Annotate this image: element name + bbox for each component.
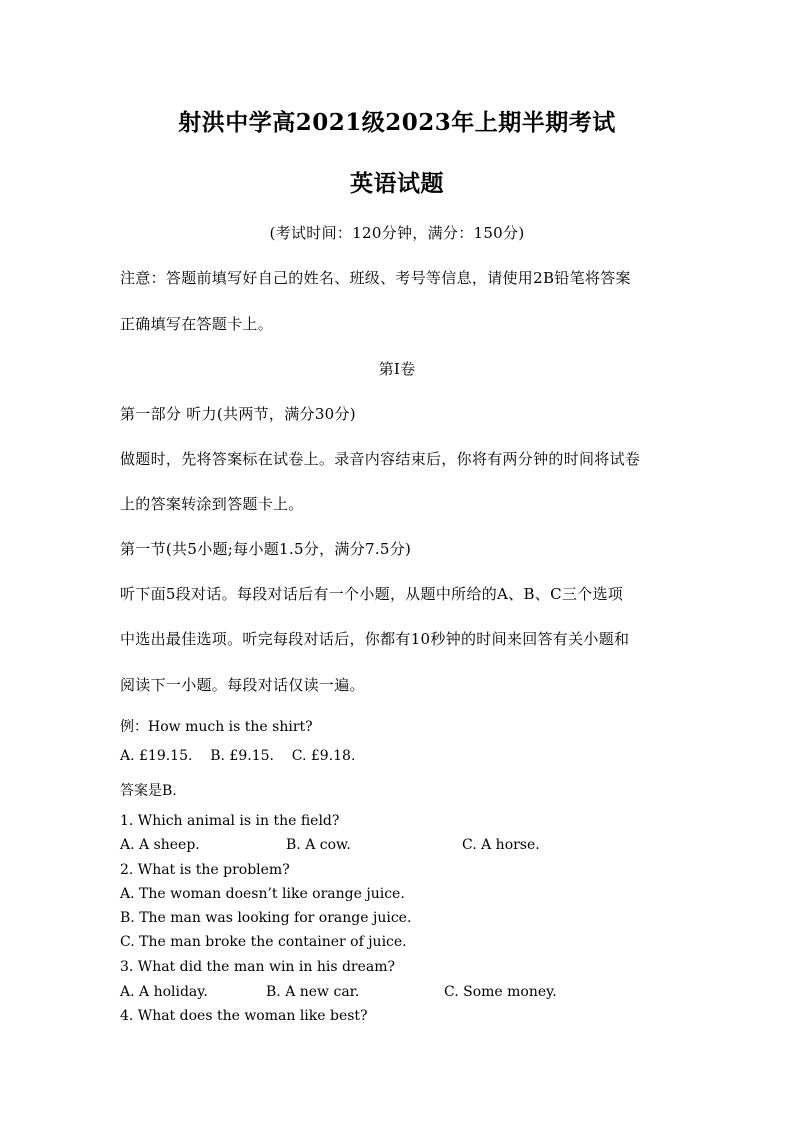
example-answer: 答案是B. (120, 783, 177, 799)
question-3-option-c: C. Some money. (444, 984, 557, 1000)
question-2-option-b: B. The man was looking for orange juice. (120, 910, 412, 926)
question-3-stem: 3. What did the man win in his dream? (120, 959, 396, 975)
question-2-stem: 2. What is the problem? (120, 862, 290, 878)
example-options: A. £19.15. B. £9.15. C. £9.18. (120, 748, 356, 764)
section1-instruction-line-1: 听下面5段对话。每段对话后有一个小题，从题中所给的A、B、C三个选项 (120, 585, 624, 603)
volume-heading: 第I卷 (378, 360, 416, 378)
question-1-option-a: A. A sheep. (120, 837, 200, 853)
question-2-option-a: A. The woman doesn’t like orange juice. (120, 886, 405, 902)
question-4-stem: 4. What does the woman like best? (120, 1008, 368, 1024)
example-question: 例：How much is the shirt? (120, 719, 313, 735)
section1-heading: 第一节(共5小题;每小题1.5分，满分7.5分) (120, 540, 412, 558)
question-3-option-a: A. A holiday. (120, 984, 208, 1000)
question-1-option-c: C. A horse. (462, 837, 540, 853)
notice-line-2: 正确填写在答题卡上。 (120, 315, 274, 333)
question-3-option-b: B. A new car. (266, 984, 360, 1000)
subject-title: 英语试题 (350, 170, 444, 197)
section1-instruction-line-2: 中选出最佳选项。听完每段对话后，你都有10秒钟的时间来回答有关小题和 (120, 630, 630, 648)
part1-instruction-line-2: 上的答案转涂到答题卡上。 (120, 495, 304, 513)
exam-title: 射洪中学高2021级2023年上期半期考试 (178, 109, 616, 136)
question-1-option-b: B. A cow. (286, 837, 351, 853)
exam-info: (考试时间：120分钟，满分：150分) (269, 224, 525, 242)
section1-instruction-line-3: 阅读下一小题。每段对话仅读一遍。 (120, 676, 365, 694)
notice-line-1: 注意：答题前填写好自己的姓名、班级、考号等信息，请使用2B铅笔将答案 (120, 269, 631, 287)
part1-instruction-line-1: 做题时，先将答案标在试卷上。录音内容结束后，你将有两分钟的时间将试卷 (120, 450, 641, 468)
question-2-option-c: C. The man broke the container of juice. (120, 934, 407, 950)
question-1-stem: 1. Which animal is in the field? (120, 813, 340, 829)
part1-heading: 第一部分 听力(共两节，满分30分) (120, 405, 356, 423)
